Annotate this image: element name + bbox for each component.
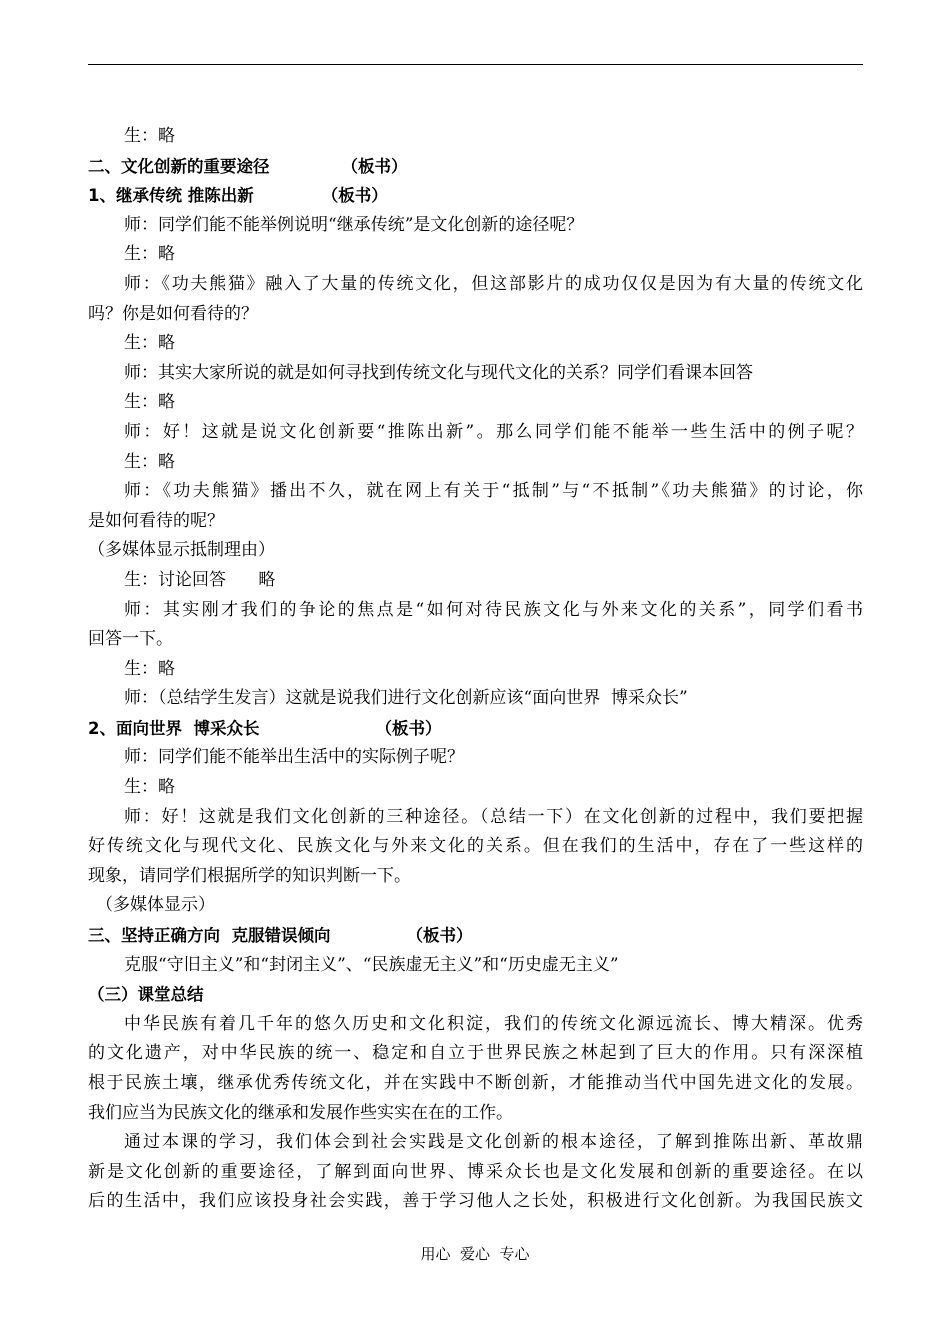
heading-text: 二、文化创新的重要途径 xyxy=(88,156,270,176)
paragraph-line: 根于民族土壤，继承优秀传统文化，并在实践中不断创新，才能推动当代中国先进文化的发展。 xyxy=(88,1073,863,1093)
paragraph-line: 师：《功夫熊猫》播出不久，就在网上有关于“抵制”与“不抵制”《功夫熊猫》的讨论，你 xyxy=(124,481,863,502)
page-footer: 用心 爱心 专心 xyxy=(420,1245,530,1263)
board-note: （板书） xyxy=(375,718,442,738)
paragraph-line: 我们应当为民族文化的继承和发展作些实实在在的工作。 xyxy=(88,1102,513,1123)
paragraph-line: 克服“守旧主义”和“封闭主义”、“民族虚无主义”和“历史虚无主义” xyxy=(124,954,619,975)
paragraph-line: （多媒体显示抵制理由） xyxy=(88,540,275,561)
paragraph-line: 师：《功夫熊猫》融入了大量的传统文化，但这部影片的成功仅仅是因为有大量的传统文化 xyxy=(124,273,863,294)
heading-text: 三、坚持正确方向 克服错误倾向 xyxy=(88,926,331,946)
section-heading xyxy=(88,152,863,182)
paragraph-line: 生：略 xyxy=(124,126,175,146)
paragraph-line: 后的生活中，我们应该投身社会实践，善于学习他人之长处，积极进行文化创新。为我国民族文 xyxy=(88,1191,863,1212)
header-rule xyxy=(88,64,863,65)
paragraph-line: 师：好！这就是我们文化创新的三种途径。（总结一下）在文化创新的过程中，我们要把握 xyxy=(124,806,863,827)
board-note: （板书） xyxy=(406,926,473,946)
page-body xyxy=(88,122,863,1217)
paragraph-line: 生：讨论回答 略 xyxy=(124,569,276,590)
paragraph-line: 生：略 xyxy=(124,333,175,354)
paragraph-line: 生：略 xyxy=(124,244,175,265)
paragraph-line: 回答一下。 xyxy=(88,629,173,650)
paragraph-line: 师：好！这就是说文化创新要“推陈出新”。那么同学们能不能举一些生活中的例子呢？ xyxy=(124,421,863,442)
paragraph-line: 好传统文化与现代文化、民族文化与外来文化的关系。但在我们的生活中，存在了一些这样的 xyxy=(88,836,863,857)
board-note: （板书） xyxy=(341,156,408,176)
paragraph-line: 师：同学们能不能举出生活中的实际例子呢？ xyxy=(124,747,464,768)
board-note: （板书） xyxy=(321,186,388,206)
paragraph-line: 是如何看待的呢？ xyxy=(88,510,224,531)
paragraph-line: 师：其实刚才我们的争论的焦点是“如何对待民族文化与外来文化的关系”，同学们看书 xyxy=(124,599,863,620)
paragraph-line: 生：略 xyxy=(124,451,175,472)
section-heading: （三）课堂总结 xyxy=(88,985,204,1005)
paragraph-line: 生：略 xyxy=(124,658,175,679)
section-heading xyxy=(88,921,863,951)
paragraph-line: 生：略 xyxy=(124,392,175,413)
paragraph-line: 生：略 xyxy=(124,777,175,798)
paragraph-line: 新是文化创新的重要途径，了解到面向世界、博采众长也是文化发展和创新的重要途径。在以 xyxy=(88,1161,863,1182)
paragraph-line: 现象，请同学们根据所学的知识判断一下。 xyxy=(88,865,411,886)
paragraph-line: 师：（总结学生发言）这就是说我们进行文化创新应该“面向世界 博采众长” xyxy=(124,688,688,709)
heading-text: 1、继承传统 推陈出新 xyxy=(88,186,254,206)
paragraph-line: 师：其实大家所说的就是如何寻找到传统文化与现代文化的关系？同学们看课本回答 xyxy=(124,362,753,383)
paragraph-line: 师：同学们能不能举例说明“继承传统”是文化创新的途径呢？ xyxy=(124,214,584,235)
paragraph-line: 的文化遗产，对中华民族的统一、稳定和自立于世界民族之林起到了巨大的作用。只有深深植 xyxy=(88,1043,863,1064)
paragraph-line: 中华民族有着几千年的悠久历史和文化积淀，我们的传统文化源远流长、博大精深。优秀 xyxy=(124,1013,863,1034)
paragraph-line: （多媒体显示） xyxy=(96,895,215,916)
paragraph-line: 通过本课的学习，我们体会到社会实践是文化创新的根本途径，了解到推陈出新、革故鼎 xyxy=(124,1132,863,1153)
subsection-heading xyxy=(88,714,863,744)
heading-text: 2、面向世界 博采众长 xyxy=(88,718,260,738)
paragraph-line: 吗？你是如何看待的？ xyxy=(88,303,258,324)
subsection-heading xyxy=(88,181,863,211)
